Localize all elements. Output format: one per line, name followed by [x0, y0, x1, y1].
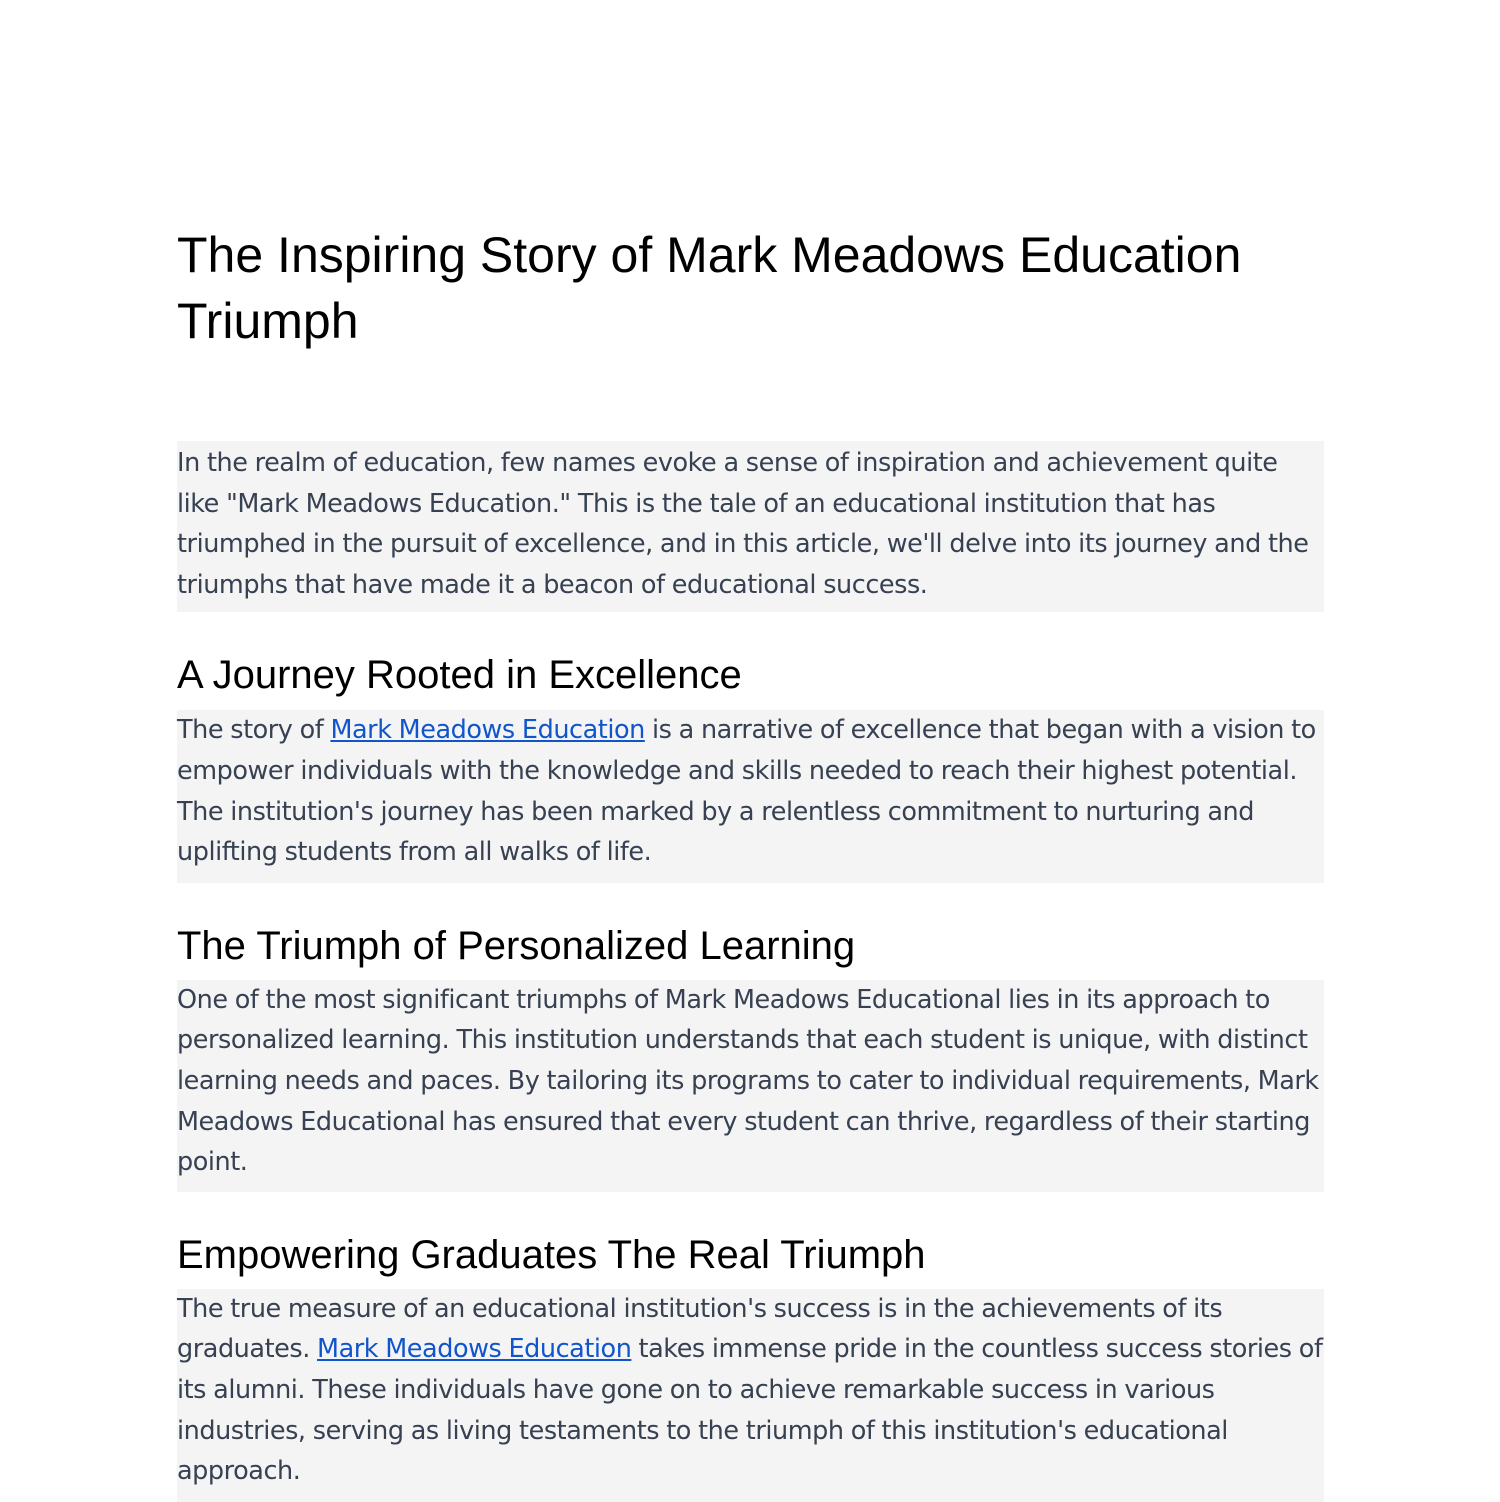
- section-paragraph-personalized-learning: One of the most significant triumphs of Mark Meadows Educational lies in its approach to personalized learning. This institution understands that each student is unique, with distinct learning needs and paces. By tailoring its programs to cater to individual requirements, Mark Meadows Educational has ensured that every student can thrive, regardless of their starting point.: [177, 980, 1324, 1192]
- section-heading-journey: A Journey Rooted in Excellence: [177, 653, 742, 698]
- mark-meadows-education-link[interactable]: Mark Meadows Education: [317, 1334, 632, 1365]
- paragraph-text: takes immense pride in the countless success stories of its alumni. These individuals have gone on to achieve remarkable success in various industries, serving as living testaments to the triumph of this institution's educational approach.: [177, 1334, 1323, 1487]
- paragraph-text: The story of: [177, 715, 331, 746]
- intro-paragraph: In the realm of education, few names evoke a sense of inspiration and achievement quite like "Mark Meadows Education." This is the tale of an educational institution that has triumphed in the pursuit of excellence, and in this article, we'll delve into its journey and the triumphs that have made it a beacon of educational success.: [177, 441, 1324, 612]
- section-paragraph-journey: [177, 710, 1324, 882]
- document-content: [177, 222, 1324, 1502]
- paragraph-text: The true measure of an educational institution's success is in the achievements of its graduates.: [177, 1293, 1223, 1365]
- section-heading-personalized-learning: The Triumph of Personalized Learning: [177, 923, 856, 968]
- page-title: The Inspiring Story of Mark Meadows Education Triumph: [177, 227, 1242, 349]
- paragraph-text: is a narrative of excellence that began with a vision to empower individuals with the knowledge and skills needed to reach their highest potential. The institution's journey has been marked by a relentless commitment to nurturing and uplifting students from all walks of life.: [177, 715, 1316, 868]
- mark-meadows-education-link[interactable]: Mark Meadows Education: [330, 715, 645, 746]
- section-heading-empowering-graduates: Empowering Graduates The Real Triumph: [177, 1232, 926, 1277]
- section-paragraph-empowering-graduates: [177, 1289, 1324, 1502]
